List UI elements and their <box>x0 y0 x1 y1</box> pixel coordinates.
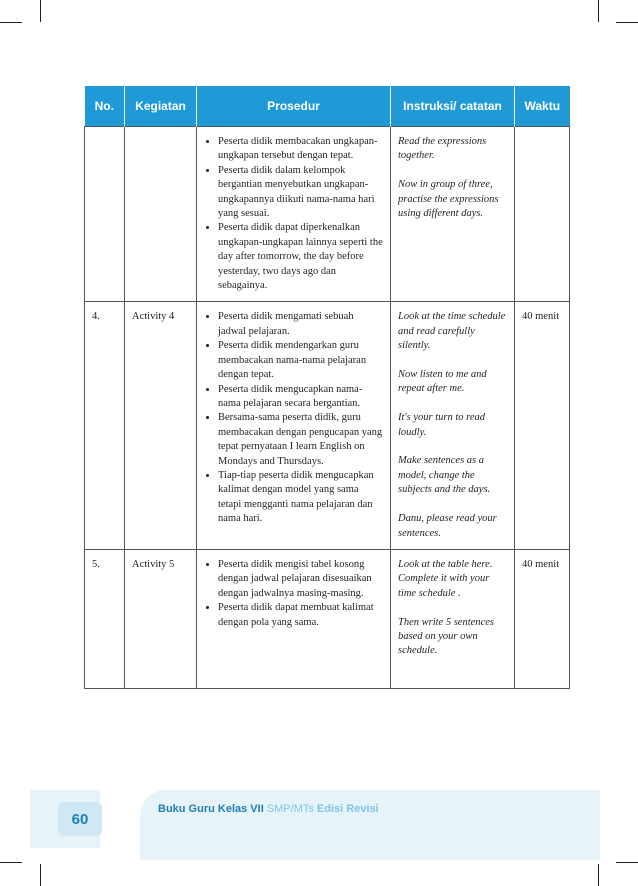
crop-mark <box>616 22 638 23</box>
cell-kegiatan <box>125 127 197 302</box>
cell-waktu: 40 menit <box>515 302 570 549</box>
book-title-edition: Edisi Revisi <box>316 803 379 815</box>
procedure-item: • Tiap-tiap peserta didik mengucapkan kalimat dengan model yang sama tetapi mengganti nama pelajaran dan nama hari. <box>218 469 384 527</box>
header-waktu: Waktu <box>515 86 570 127</box>
cell-instruksi <box>391 127 515 302</box>
procedure-item: • Peserta didik mendengarkan guru membacakan nama-nama pelajaran dengan tepat. <box>218 339 384 382</box>
cell-waktu <box>515 127 570 302</box>
book-title <box>158 803 379 815</box>
crop-mark <box>0 862 22 863</box>
cell-prosedur <box>197 127 391 302</box>
cell-waktu: 40 menit <box>515 549 570 688</box>
procedure-item: • Peserta didik mengucapkan nama-nama pelajaran secara bergantian. <box>218 383 384 412</box>
book-title-main: Buku Guru Kelas VII <box>158 803 264 815</box>
header-prosedur: Prosedur <box>197 86 391 127</box>
header-instruksi: Instruksi/ catatan <box>391 86 515 127</box>
cell-prosedur <box>197 549 391 688</box>
crop-mark <box>598 864 599 886</box>
header-no: No. <box>85 86 125 127</box>
instruction-text: Look at the table here. Complete it with your time schedule . <box>398 558 493 599</box>
table-header-row <box>85 86 570 127</box>
procedure-item: • Peserta didik dapat diperkenalkan ungkapan-ungkapan lainnya seperti the day after tomorrow, the day before yesterday, two days ago dan sebagainya. <box>218 221 384 293</box>
cell-kegiatan: Activity 4 <box>125 302 197 549</box>
instruction-text: Look at the time schedule and read carefully silently. <box>398 311 506 352</box>
table-row <box>85 549 570 688</box>
instruction-text: It's your turn to read loudly. <box>398 412 486 438</box>
footer-band <box>140 790 600 860</box>
cell-kegiatan: Activity 5 <box>125 549 197 688</box>
crop-mark <box>0 22 22 23</box>
procedure-item: • Peserta didik dapat membuat kalimat dengan pola yang sama. <box>218 601 384 630</box>
book-title-level: SMP/MTs <box>263 803 317 815</box>
table-row <box>85 302 570 549</box>
instruction-text: Now listen to me and repeat after me. <box>398 369 487 395</box>
crop-mark <box>616 862 638 863</box>
cell-instruksi <box>391 302 515 549</box>
cell-no: 4. <box>85 302 125 549</box>
procedure-item: • Peserta didik dalam kelompok bergantian menyebutkan ungkapan-ungkapannya diikuti nama-nama hari yang sesuai. <box>218 164 384 222</box>
crop-mark <box>598 0 599 22</box>
crop-mark <box>40 864 41 886</box>
cell-instruksi <box>391 549 515 688</box>
instruction-text: Make sentences as a model, change the subjects and the days. <box>398 455 491 496</box>
instruction-text: Danu, please read your sentences. <box>398 513 497 539</box>
instruction-text: Read the expressions together. <box>398 136 487 162</box>
procedure-item: • Peserta didik mengamati sebuah jadwal pelajaran. <box>218 310 384 339</box>
instruction-text: Now in group of three, practise the expressions using different days. <box>398 179 499 220</box>
cell-no: 5. <box>85 549 125 688</box>
procedure-item: • Peserta didik membacakan ungkapan-ungkapan tersebut dengan tepat. <box>218 135 384 164</box>
procedure-item: • Peserta didik mengisi tabel kosong dengan jadwal pelajaran disesuaikan dengan jadwalnya masing-masing. <box>218 558 384 601</box>
instruction-text: Then write 5 sentences based on your own schedule. <box>398 616 494 657</box>
page-number: 60 <box>71 810 89 828</box>
crop-mark <box>40 0 41 22</box>
cell-no <box>85 127 125 302</box>
table-row <box>85 127 570 302</box>
cell-prosedur <box>197 302 391 549</box>
procedure-item: • Bersama-sama peserta didik, guru membacakan dengan pengucapan yang tepat pernyataan I learn English on Mondays and Thursdays. <box>218 411 384 469</box>
header-kegiatan: Kegiatan <box>125 86 197 127</box>
lesson-procedure-table <box>84 86 570 689</box>
